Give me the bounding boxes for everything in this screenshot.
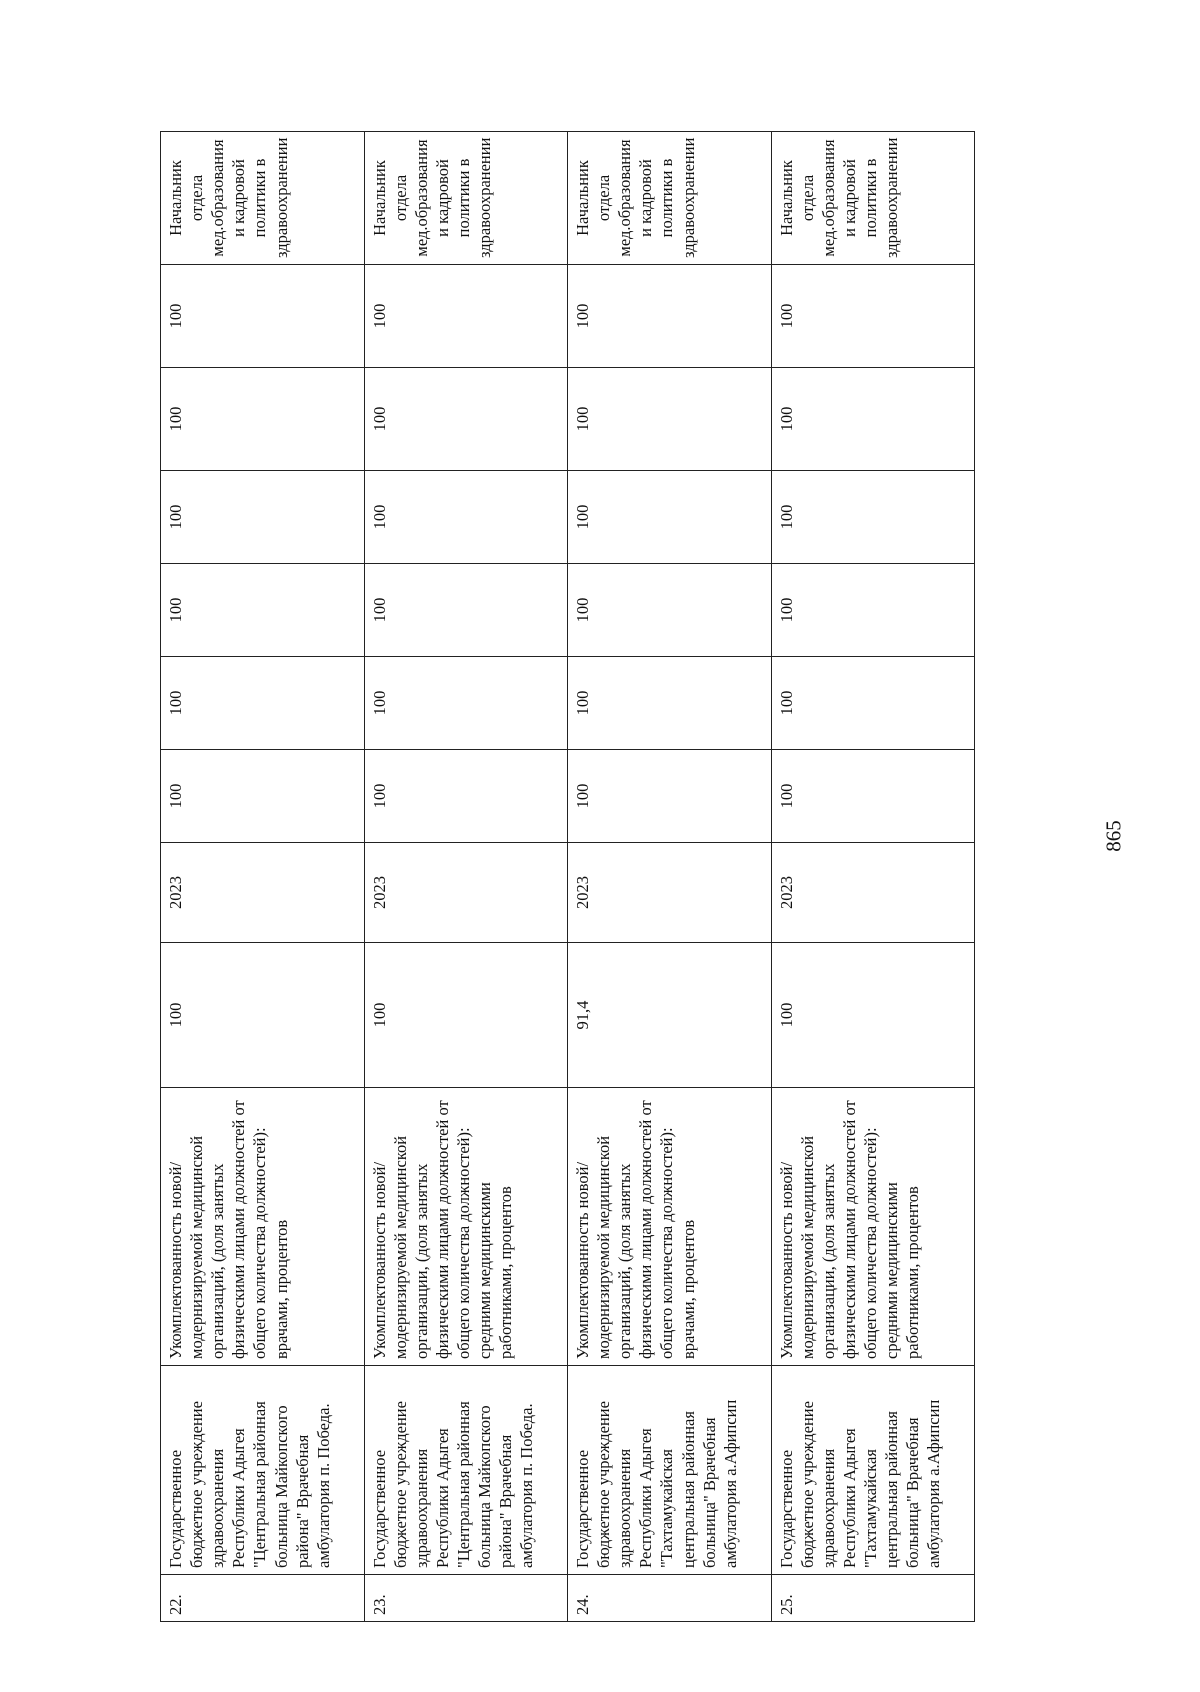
target-value-4: 100 bbox=[364, 471, 568, 564]
target-value-4: 100 bbox=[161, 471, 365, 564]
organization-cell bbox=[161, 1366, 365, 1575]
responsible-cell: Начальник отдела мед.образования и кадровой политики в здравоохранении bbox=[568, 132, 772, 265]
target-value-1: 100 bbox=[771, 750, 975, 843]
indicator-text: Укомплектованность новой/модернизируемой медицинской организаций, (доля занятых физическими лицами должностей от общего количества должностей): врачами, процентов bbox=[166, 1100, 291, 1359]
indicator-text: Укомплектованность новой/модернизируемой медицинской организации, (доля занятых физическими лицами должностей от общего количества должностей): средними медицинскими работниками, процентов bbox=[369, 1100, 516, 1359]
table-row bbox=[568, 132, 772, 1622]
row-number: 22. bbox=[161, 1575, 365, 1622]
target-value-4: 100 bbox=[771, 471, 975, 564]
base-year: 2023 bbox=[568, 843, 772, 943]
target-value-1: 100 bbox=[364, 750, 568, 843]
indicator-cell bbox=[161, 1088, 365, 1366]
table-row bbox=[161, 132, 365, 1622]
rotated-table-container bbox=[160, 132, 975, 1622]
organization-text: Государственное бюджетное учреждение здравоохранения Республики Адыгея "Тахтамукайская центральная районная больница" Врачебная амбулатория а.Афипсип bbox=[776, 1399, 944, 1568]
responsible-cell: Начальник отдела мед.образования и кадровой политики в здравоохранении bbox=[161, 132, 365, 265]
base-year: 2023 bbox=[364, 843, 568, 943]
organization-text: Государственное бюджетное учреждение здравоохранения Республики Адыгея "Тахтамукайская центральная районная больница" Врачебная амбулатория а.Афипсип bbox=[573, 1399, 740, 1568]
base-value: 100 bbox=[771, 943, 975, 1088]
base-value: 100 bbox=[364, 943, 568, 1088]
target-value-3: 100 bbox=[568, 564, 772, 657]
target-value-6: 100 bbox=[161, 265, 365, 368]
indicator-text: Укомплектованность новой/модернизируемой медицинской организаций, (доля занятых физическими лицами должностей от общего количества должностей): врачами, процентов bbox=[573, 1100, 698, 1359]
base-year: 2023 bbox=[161, 843, 365, 943]
table-row bbox=[364, 132, 568, 1622]
indicator-cell bbox=[771, 1088, 975, 1366]
organization-cell bbox=[364, 1366, 568, 1575]
indicator-cell bbox=[568, 1088, 772, 1366]
target-value-1: 100 bbox=[568, 750, 772, 843]
target-value-2: 100 bbox=[364, 657, 568, 750]
target-value-3: 100 bbox=[364, 564, 568, 657]
responsible-cell: Начальник отдела мед.образования и кадровой политики в здравоохранении bbox=[364, 132, 568, 265]
target-value-6: 100 bbox=[568, 265, 772, 368]
target-value-3: 100 bbox=[161, 564, 365, 657]
target-value-5: 100 bbox=[568, 368, 772, 471]
organization-cell bbox=[771, 1366, 975, 1575]
indicators-table bbox=[160, 131, 975, 1622]
target-value-5: 100 bbox=[364, 368, 568, 471]
target-value-2: 100 bbox=[568, 657, 772, 750]
target-value-6: 100 bbox=[364, 265, 568, 368]
target-value-2: 100 bbox=[161, 657, 365, 750]
table-row bbox=[771, 132, 975, 1622]
row-number: 25. bbox=[771, 1575, 975, 1622]
row-number: 24. bbox=[568, 1575, 772, 1622]
page-number: 865 bbox=[1101, 820, 1126, 852]
target-value-3: 100 bbox=[771, 564, 975, 657]
organization-text: Государственное бюджетное учреждение здравоохранения Республики Адыгея "Центральная районная больница Майкопского района" Врачебная амбулатория п. Победа. bbox=[369, 1401, 537, 1568]
organization-text: Государственное бюджетное учреждение здравоохранения Республики Адыгея "Центральная районная больница Майкопского района" Врачебная амбулатория п. Победа. bbox=[166, 1401, 333, 1568]
target-value-5: 100 bbox=[161, 368, 365, 471]
target-value-1: 100 bbox=[161, 750, 365, 843]
base-year: 2023 bbox=[771, 843, 975, 943]
base-value: 100 bbox=[161, 943, 365, 1088]
row-number: 23. bbox=[364, 1575, 568, 1622]
target-value-2: 100 bbox=[771, 657, 975, 750]
target-value-5: 100 bbox=[771, 368, 975, 471]
target-value-6: 100 bbox=[771, 265, 975, 368]
indicator-cell bbox=[364, 1088, 568, 1366]
responsible-cell: Начальник отдела мед.образования и кадровой политики в здравоохранении bbox=[771, 132, 975, 265]
target-value-4: 100 bbox=[568, 471, 772, 564]
indicator-text: Укомплектованность новой/модернизируемой медицинской организации, (доля занятых физическими лицами должностей от общего количества должностей): средними медицинскими работниками, процентов bbox=[776, 1100, 923, 1359]
organization-cell bbox=[568, 1366, 772, 1575]
base-value: 91,4 bbox=[568, 943, 772, 1088]
